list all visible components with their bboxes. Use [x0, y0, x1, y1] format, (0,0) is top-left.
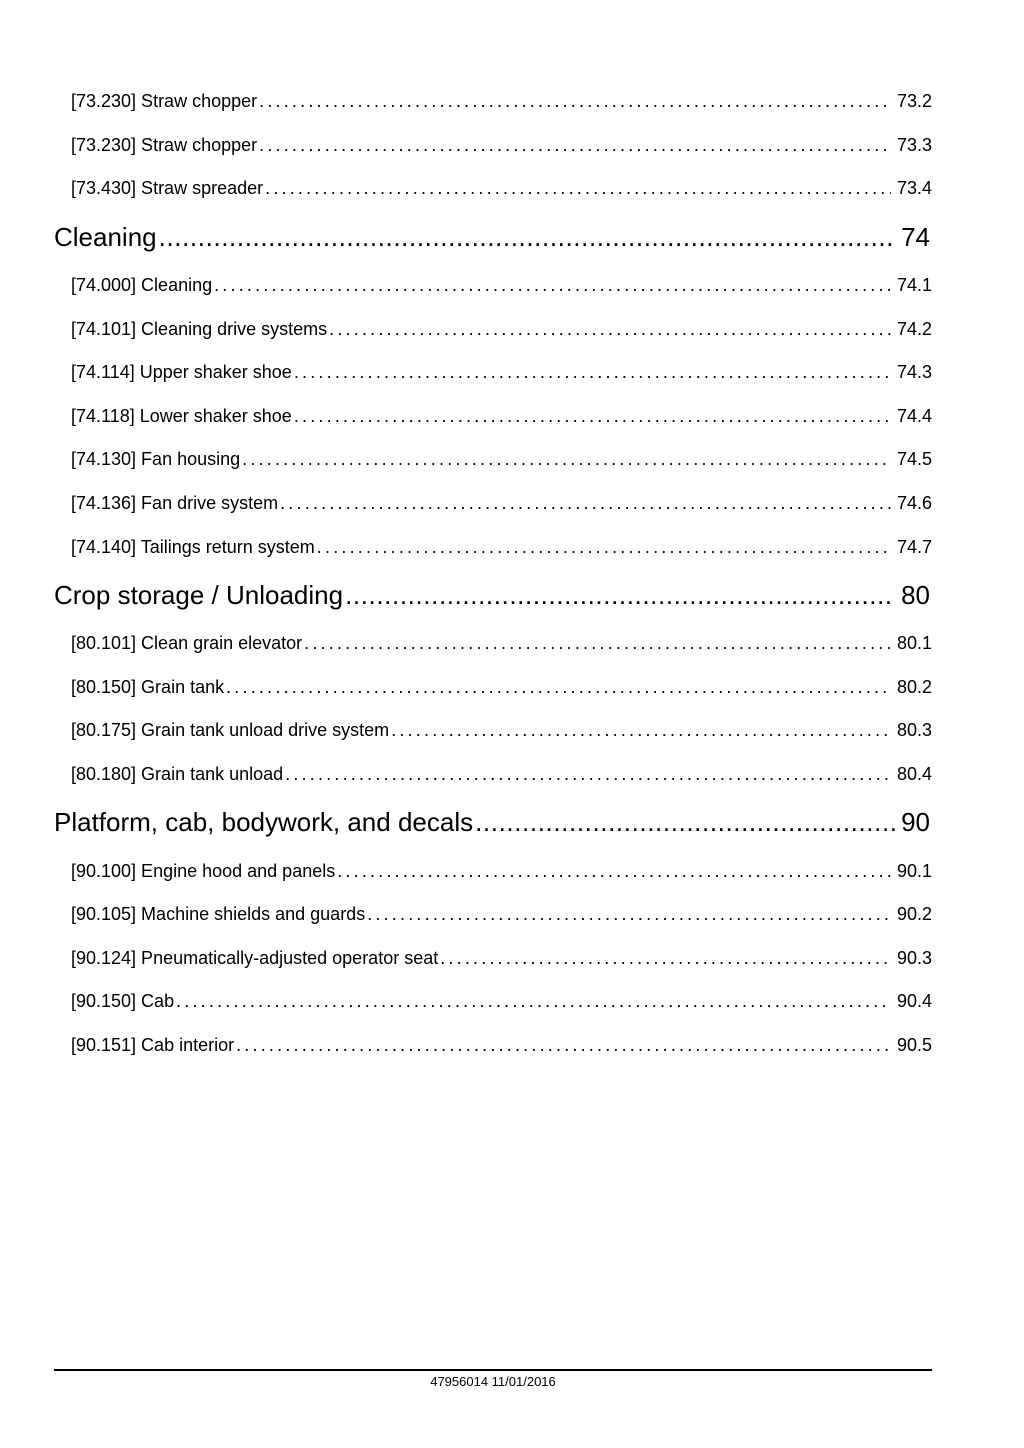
toc-dot-leader: [337, 861, 891, 882]
toc-dot-leader: [259, 135, 891, 156]
toc-entry-title: [74.130] Fan housing: [71, 449, 241, 470]
toc-entry[interactable]: [54, 264, 932, 308]
toc-dot-leader: [226, 677, 891, 698]
toc-chapter-crop-storage[interactable]: [54, 569, 932, 622]
toc-entry[interactable]: [54, 124, 932, 168]
toc-entry-title: [73.230] Straw chopper: [71, 91, 258, 112]
toc-entry-title: [74.118] Lower shaker shoe: [71, 405, 292, 426]
toc-dot-leader: [317, 537, 891, 558]
toc-entry-title: [74.140] Tailings return system: [71, 536, 315, 557]
toc-entry-page: 90.5: [896, 1034, 932, 1055]
toc-entry-title: [73.230] Straw chopper: [71, 134, 258, 155]
toc-entry-page: 73.3: [896, 134, 932, 155]
toc-entry-page: 74.2: [896, 318, 932, 339]
toc-dot-leader: [236, 1035, 891, 1056]
toc-dot-leader: [242, 449, 891, 470]
toc-entry-page: 80.1: [896, 633, 932, 654]
toc-entry-title: [90.124] Pneumatically-adjusted operator seat: [71, 947, 439, 968]
toc-entry[interactable]: [54, 438, 932, 482]
toc-dot-leader: [285, 764, 891, 785]
toc-dot-leader: [304, 633, 891, 654]
toc-entry-title: [90.105] Machine shields and guards: [71, 904, 366, 925]
toc-entry-page: 80.4: [896, 764, 932, 785]
toc-dot-leader: [294, 406, 891, 427]
toc-entry[interactable]: [54, 709, 932, 753]
toc-entry-page: 74.6: [896, 493, 932, 514]
toc-dot-leader: [294, 362, 891, 383]
toc-dot-leader: [176, 991, 891, 1012]
toc-dot-leader: [367, 904, 891, 925]
toc-dot-leader: [345, 580, 895, 611]
toc-entry[interactable]: [54, 893, 932, 937]
toc-entry-title: [90.151] Cab interior: [71, 1034, 235, 1055]
toc-entry-page: 74.4: [896, 405, 932, 426]
toc-entry[interactable]: [54, 395, 932, 439]
toc-entry-title: [74.136] Fan drive system: [71, 493, 279, 514]
toc-entry[interactable]: [54, 849, 932, 893]
toc-entry-page: 80.3: [896, 720, 932, 741]
toc-entry[interactable]: [54, 525, 932, 569]
toc-dot-leader: [159, 222, 895, 253]
toc-entry-title: [90.100] Engine hood and panels: [71, 860, 336, 881]
toc-chapter-page: 90: [901, 807, 930, 838]
toc-entry-page: 74.5: [896, 449, 932, 470]
toc-entry-title: [74.114] Upper shaker shoe: [71, 362, 292, 383]
toc-dot-leader: [440, 948, 891, 969]
toc-entry[interactable]: [54, 80, 932, 124]
toc-entry[interactable]: [54, 980, 932, 1024]
toc-entry-title: [73.430] Straw spreader: [71, 178, 264, 199]
toc-chapter-page: 74: [901, 221, 930, 252]
toc-chapter-title: Cleaning: [54, 221, 157, 252]
toc-entry[interactable]: [54, 937, 932, 981]
toc-dot-leader: [475, 807, 895, 838]
toc-chapter-title: Crop storage / Unloading: [54, 579, 344, 610]
toc-entry[interactable]: [54, 1024, 932, 1068]
toc-chapter-title: Platform, cab, bodywork, and decals: [54, 807, 474, 838]
toc-entry[interactable]: [54, 666, 932, 710]
toc-entry[interactable]: [54, 482, 932, 526]
footer-doc-number: 47956014 11/01/2016: [430, 1374, 556, 1389]
toc-entry-title: [80.180] Grain tank unload: [71, 764, 284, 785]
toc-dot-leader: [329, 319, 891, 340]
toc-entry-title: [74.101] Cleaning drive systems: [71, 318, 328, 339]
toc-chapter-cleaning[interactable]: [54, 211, 932, 264]
toc-entry[interactable]: [54, 351, 932, 395]
toc-entry-page: 73.4: [896, 178, 932, 199]
toc-dot-leader: [391, 720, 891, 741]
toc-dot-leader: [214, 275, 891, 296]
toc-entry-page: 74.7: [896, 536, 932, 557]
toc-entry-title: [74.000] Cleaning: [71, 275, 213, 296]
toc-entry-title: [80.101] Clean grain elevator: [71, 633, 303, 654]
toc-entry-page: 74.1: [896, 275, 932, 296]
toc-dot-leader: [259, 91, 891, 112]
toc-entry[interactable]: [54, 753, 932, 797]
toc-entry[interactable]: [54, 167, 932, 211]
toc-dot-leader: [265, 178, 891, 199]
toc-entry-page: 90.1: [896, 860, 932, 881]
toc-entry-title: [90.150] Cab: [71, 991, 175, 1012]
toc-dot-leader: [280, 493, 891, 514]
footer-divider: [54, 1369, 932, 1371]
toc-entry-page: 90.4: [896, 991, 932, 1012]
toc-entry[interactable]: [54, 307, 932, 351]
table-of-contents: [54, 80, 932, 1067]
toc-entry-page: 90.3: [896, 947, 932, 968]
toc-entry-page: 90.2: [896, 904, 932, 925]
toc-chapter-page: 80: [901, 579, 930, 610]
toc-entry-title: [80.150] Grain tank: [71, 676, 225, 697]
toc-entry-page: 73.2: [896, 91, 932, 112]
toc-entry-page: 74.3: [896, 362, 932, 383]
toc-chapter-platform-cab[interactable]: [54, 796, 932, 849]
toc-entry-page: 80.2: [896, 676, 932, 697]
toc-entry-title: [80.175] Grain tank unload drive system: [71, 720, 390, 741]
toc-entry[interactable]: [54, 622, 932, 666]
